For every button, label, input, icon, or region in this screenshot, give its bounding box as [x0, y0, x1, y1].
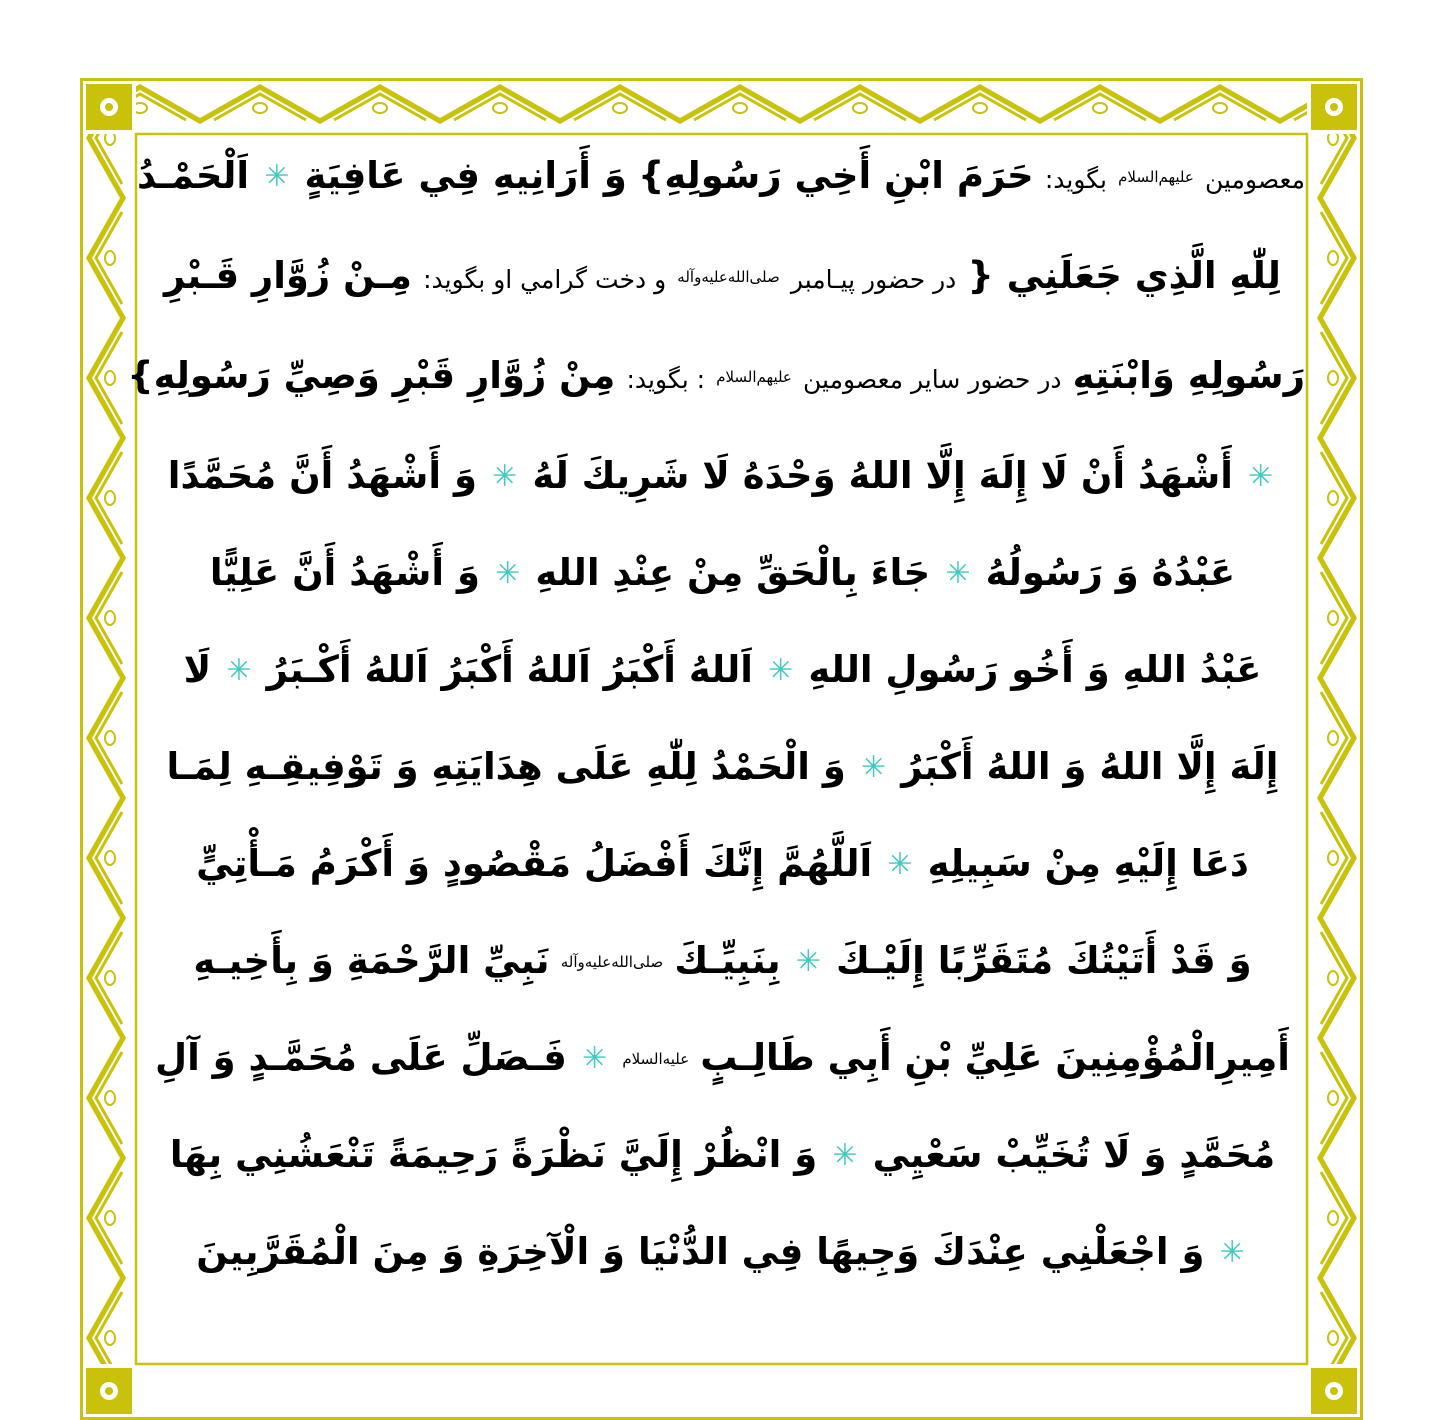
arabic-text: أَشْهَدُ أَنْ لَا إِلَهَ إِلَّا اللهُ وَحْدَهُ لَا شَرِيكَ لَهُ [532, 454, 1233, 497]
persian-instruction: : بگويد: [626, 365, 706, 394]
arabic-text: اَلْحَمْـدُ [137, 154, 250, 197]
arabic-text: وَ أَرَانِيهِ فِي عَافِيَةٍ [304, 154, 627, 197]
honorific-mark: صلی‌الله‌علیه‌وآله [677, 268, 780, 286]
arabic-text: رَسُولِهِ وَابْنَتِهِ [1072, 354, 1305, 397]
arabic-text: دَعَا إِلَيْهِ مِنْ سَبِيلِهِ [927, 842, 1249, 885]
arabic-text: اَللَّهُمَّ إِنَّكَ أَفْضَلُ مَقْصُودٍ وَ أَكْرَمُ مَـأْتِيٍّ [196, 842, 873, 885]
arabic-text: فَـصَلِّ عَلَى مُحَمَّـدٍ وَ آلِ [155, 1036, 567, 1079]
persian-instruction: در حضور پيـامبر [790, 265, 957, 294]
text-line [127, 328, 1305, 428]
honorific-mark: علیهم‌السلام [716, 368, 792, 386]
prayer-lines [127, 128, 1305, 1301]
verse-separator-icon: ✳ [492, 459, 518, 494]
persian-instruction: معصومين [1204, 165, 1305, 194]
arabic-text: عَبْدُ اللهِ وَ أَخُو رَسُولِ اللهِ [808, 648, 1262, 691]
arabic-text: مُحَمَّدٍ وَ لَا تُخَيِّبْ سَعْيِي [872, 1133, 1276, 1176]
verse-separator-icon: ✳ [945, 556, 971, 591]
arabic-text: وَ أَشْهَدُ أَنَّ عَلِيًّا [209, 551, 480, 594]
arabic-text: بِنَبِيِّـكَ [674, 939, 781, 982]
text-body [127, 128, 1305, 1408]
text-line [140, 228, 1305, 328]
persian-instruction: و دخت گرامي او بگويد: [423, 265, 667, 294]
verse-separator-icon: ✳ [495, 556, 521, 591]
persian-instruction: بگويد: [1044, 165, 1107, 194]
arabic-text: نَبِيِّ الرَّحْمَةِ وَ بِأَخِيـهِ [193, 939, 550, 982]
arabic-text: وَ انْظُرْ إِلَيَّ نَظْرَةً رَحِيمَةً تَنْعَشُنِي بِهَا [169, 1133, 818, 1176]
text-line [140, 913, 1305, 1010]
honorific-mark: علیهم‌السلام [1118, 168, 1194, 186]
text-line [140, 1107, 1305, 1204]
arabic-text: عَبْدُهُ وَ رَسُولُهُ [985, 551, 1236, 594]
verse-separator-icon: ✳ [795, 944, 821, 979]
honorific-mark: صلی‌الله‌علیه‌وآله [560, 953, 664, 971]
arabic-text: إِلَهَ إِلَّا اللهُ وَ اللهُ أَكْبَرُ [901, 745, 1279, 788]
text-line [140, 428, 1305, 525]
arabic-text: وَ اجْعَلْنِي عِنْدَكَ وَجِيهًا فِي الدُّنْيَا وَ الْآخِرَةِ وَ مِنَ الْمُقَرَّبِينَ [196, 1230, 1205, 1273]
verse-separator-icon: ✳ [264, 159, 290, 194]
arabic-text: جَاءَ بِالْحَقِّ مِنْ عِنْدِ اللهِ [535, 551, 931, 594]
verse-separator-icon: ✳ [1248, 459, 1274, 494]
persian-instruction: در حضور ساير معصومين [803, 365, 1062, 394]
text-line [137, 128, 1305, 228]
text-line [140, 816, 1305, 913]
arabic-text: وَ قَدْ أَتَيْتُكَ مُتَقَرِّبًا إِلَيْـكَ [836, 939, 1252, 982]
arabic-text: اَللهُ أَكْبَرُ اَللهُ أَكْبَرُ اَللهُ أَكْـبَرُ [266, 648, 753, 691]
verse-separator-icon: ✳ [768, 653, 794, 688]
arabic-text: لَا [183, 648, 212, 691]
verse-separator-icon: ✳ [582, 1041, 608, 1076]
text-line [140, 1204, 1305, 1301]
arabic-text: أَمِيرِالْمُؤْمِنِينَ عَلِيِّ بْنِ أَبِي طَالِـبٍ [700, 1036, 1290, 1079]
verse-separator-icon: ✳ [861, 750, 887, 785]
verse-separator-icon: ✳ [1219, 1235, 1245, 1270]
arabic-text: لِلّٰهِ الَّذِي جَعَلَنِي { [967, 254, 1281, 297]
arabic-text: وَ أَشْهَدُ أَنَّ مُحَمَّدًا [167, 454, 477, 497]
text-line [140, 719, 1305, 816]
arabic-text: مِـنْ زُوَّارِ قَـبْرِ [164, 254, 412, 297]
text-line [140, 1010, 1305, 1107]
arabic-text: مِنْ زُوَّارِ قَبْرِ وَصِيِّ رَسُولِهِ} [127, 354, 616, 397]
arabic-text: حَرَمَ ابْنِ أَخِي رَسُولِهِ} [638, 154, 1034, 197]
verse-separator-icon: ✳ [832, 1138, 858, 1173]
text-line [140, 622, 1305, 719]
text-line [140, 525, 1305, 622]
honorific-mark: علیه‌السلام [622, 1050, 690, 1068]
arabic-text: وَ الْحَمْدُ لِلّٰهِ عَلَى هِدَايَتِهِ وَ تَوْفِيقِـهِ لِمَـا [166, 745, 846, 788]
verse-separator-icon: ✳ [226, 653, 252, 688]
verse-separator-icon: ✳ [887, 847, 913, 882]
